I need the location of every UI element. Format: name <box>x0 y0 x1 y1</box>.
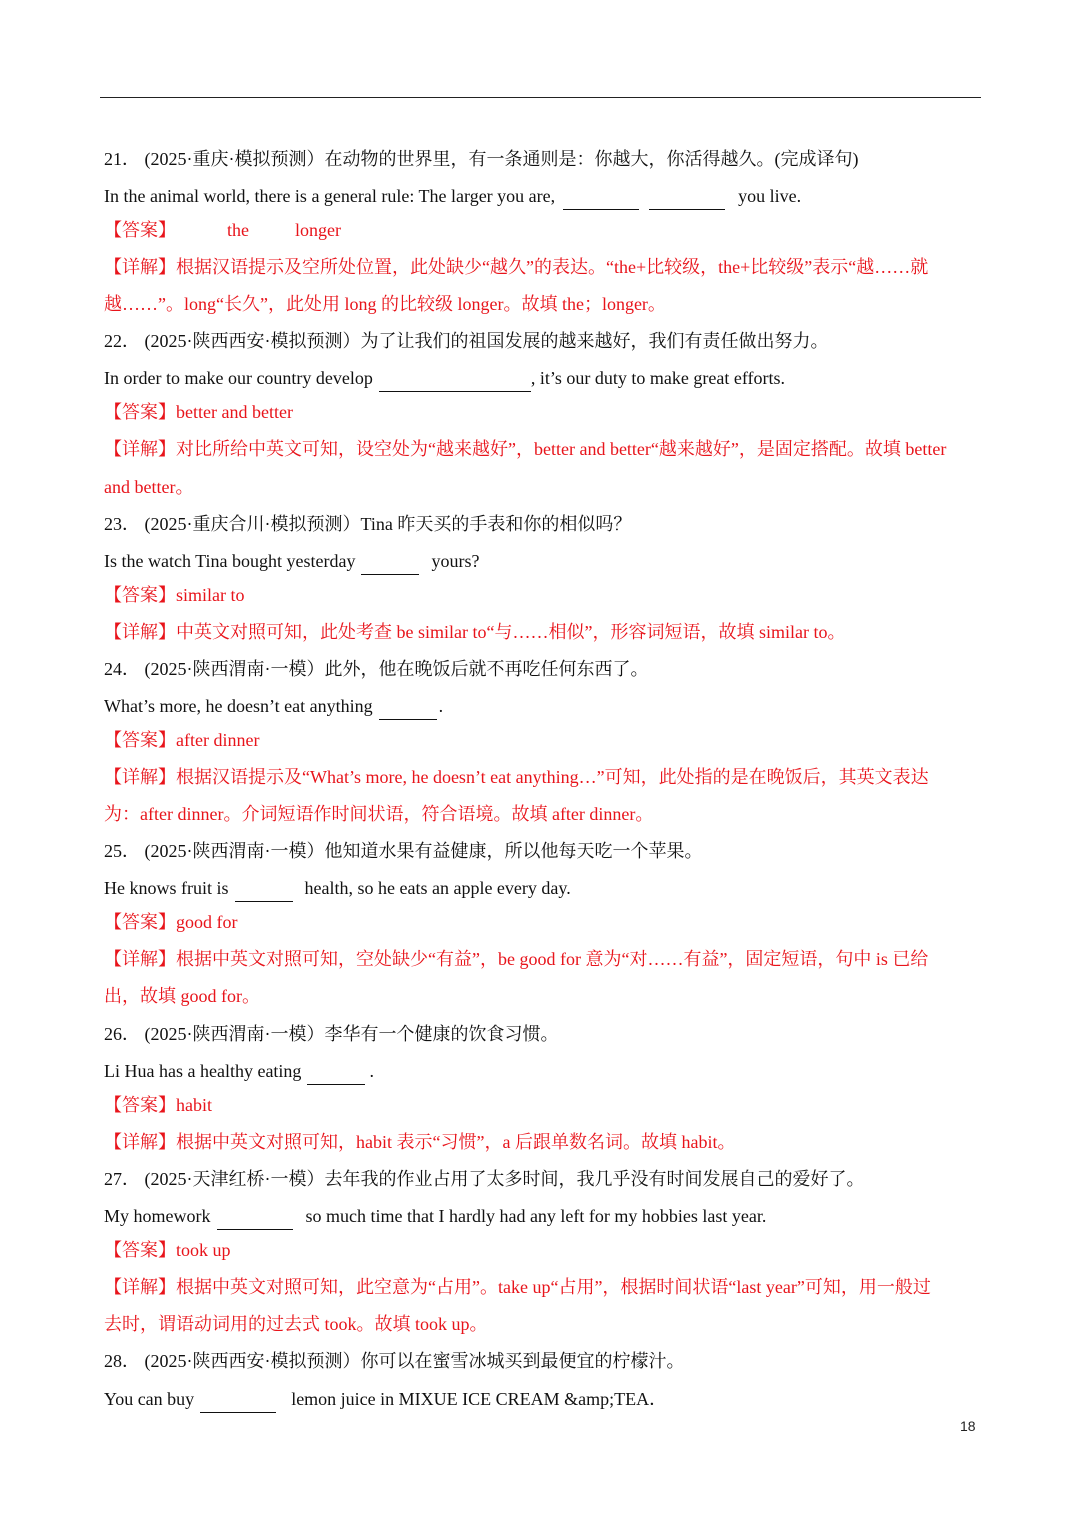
q21-blank-2 <box>649 187 725 210</box>
q21-detail-line-1: 【详解】根据汉语提示及空所处位置，此处缺少“越久”的表达。“the+比较级，the+比较级”表示“越……就 <box>104 257 929 277</box>
q24-detail-line-1: 【详解】根据汉语提示及“What’s more, he doesn’t eat anything…”可知，此处指的是在晚饭后，其英文表达 <box>104 767 929 787</box>
answer-label: 【答案】 <box>104 220 176 240</box>
detail-label: 【详解】 <box>104 622 176 642</box>
q23-sentence: Is the watch Tina bought yesterday yours? <box>104 549 479 575</box>
q26-sentence: Li Hua has a healthy eating . <box>104 1059 374 1085</box>
q26-detail-line-1: 【详解】根据中英文对照可知，habit 表示“习惯”，a 后跟单数名词。故填 habit。 <box>104 1132 736 1152</box>
q28-prompt: 28． (2025·陕西西安·模拟预测）你可以在蜜雪冰城买到最便宜的柠檬汁。 <box>104 1351 685 1371</box>
q25-blank <box>235 879 293 902</box>
q25-prompt: 25． (2025·陕西渭南·一模）他知道水果有益健康，所以他每天吃一个苹果。 <box>104 841 703 861</box>
q26-prompt: 26． (2025·陕西渭南·一模）李华有一个健康的饮食习惯。 <box>104 1024 559 1044</box>
q24-blank <box>379 697 437 720</box>
answer-label: 【答案】 <box>104 585 176 605</box>
q28-sentence: You can buy lemon juice in MIXUE ICE CREAM &amp;TEA． <box>104 1387 667 1413</box>
q26-blank <box>307 1062 365 1085</box>
q21-answer: 【答案】 the longer <box>104 220 341 240</box>
detail-label: 【详解】 <box>104 439 176 459</box>
q22-detail-line-2: and better。 <box>104 477 194 497</box>
q22-detail-line-1: 【详解】对比所给中英文可知，设空处为“越来越好”，better and better“越来越好”，是固定搭配。故填 better <box>104 439 947 459</box>
q25-detail-line-2: 出，故填 good for。 <box>104 986 260 1006</box>
q22-prompt: 22． (2025·陕西西安·模拟预测）为了让我们的祖国发展的越来越好，我们有责任做出努力。 <box>104 331 829 351</box>
q27-answer: 【答案】took up <box>104 1240 231 1260</box>
q27-detail-line-1: 【详解】根据中英文对照可知，此空意为“占用”。take up“占用”，根据时间状语“last year”可知，用一般过 <box>104 1277 931 1297</box>
q28-blank <box>200 1390 276 1413</box>
q23-prompt: 23． (2025·重庆合川·模拟预测）Tina 昨天买的手表和你的相似吗？ <box>104 514 632 534</box>
q27-sentence: My homework so much time that I hardly had any left for my hobbies last year. <box>104 1204 766 1230</box>
q24-sentence: What’s more, he doesn’t eat anything . <box>104 694 443 720</box>
q25-sentence: He knows fruit is health, so he eats an apple every day. <box>104 876 571 902</box>
q21-prompt: 21． (2025·重庆·模拟预测）在动物的世界里，有一条通则是：你越大，你活得越久。(完成译句) <box>104 149 859 169</box>
answer-label: 【答案】 <box>104 1095 176 1115</box>
q27-detail-line-2: 去时，谓语动词用的过去式 took。故填 took up。 <box>104 1314 488 1334</box>
answer-label: 【答案】 <box>104 402 176 422</box>
q26-answer: 【答案】habit <box>104 1095 212 1115</box>
q23-detail-line-1: 【详解】中英文对照可知，此处考查 be similar to“与……相似”，形容词短语，故填 similar to。 <box>104 622 846 642</box>
page-number: 18 <box>960 1418 976 1434</box>
detail-label: 【详解】 <box>104 1277 176 1297</box>
detail-label: 【详解】 <box>104 1132 176 1152</box>
answer-label: 【答案】 <box>104 1240 176 1260</box>
q27-prompt: 27． (2025·天津红桥·一模）去年我的作业占用了太多时间，我几乎没有时间发展自己的爱好了。 <box>104 1169 865 1189</box>
q27-blank <box>217 1207 293 1230</box>
detail-label: 【详解】 <box>104 949 176 969</box>
q22-blank <box>379 369 531 392</box>
q21-blank-1 <box>563 187 639 210</box>
q22-answer: 【答案】better and better <box>104 402 293 422</box>
q24-answer: 【答案】after dinner <box>104 730 260 750</box>
answer-label: 【答案】 <box>104 912 176 932</box>
q25-answer: 【答案】good for <box>104 912 238 932</box>
q25-detail-line-1: 【详解】根据中英文对照可知，空处缺少“有益”，be good for 意为“对……有益”，固定短语，句中 is 已给 <box>104 949 929 969</box>
detail-label: 【详解】 <box>104 257 176 277</box>
q24-detail-line-2: 为：after dinner。介词短语作时间状语，符合语境。故填 after dinner。 <box>104 804 654 824</box>
detail-label: 【详解】 <box>104 767 176 787</box>
header-rule <box>100 97 981 98</box>
q21-detail-line-2: 越……”。long“长久”，此处用 long 的比较级 longer。故填 the；longer。 <box>104 294 666 314</box>
q23-answer: 【答案】similar to <box>104 585 245 605</box>
q22-sentence: In order to make our country develop , it’s our duty to make great efforts. <box>104 366 785 392</box>
answer-label: 【答案】 <box>104 730 176 750</box>
q24-prompt: 24． (2025·陕西渭南·一模）此外，他在晚饭后就不再吃任何东西了。 <box>104 659 649 679</box>
q23-blank <box>361 552 419 575</box>
q21-sentence: In the animal world, there is a general rule: The larger you are, you live. <box>104 184 801 210</box>
